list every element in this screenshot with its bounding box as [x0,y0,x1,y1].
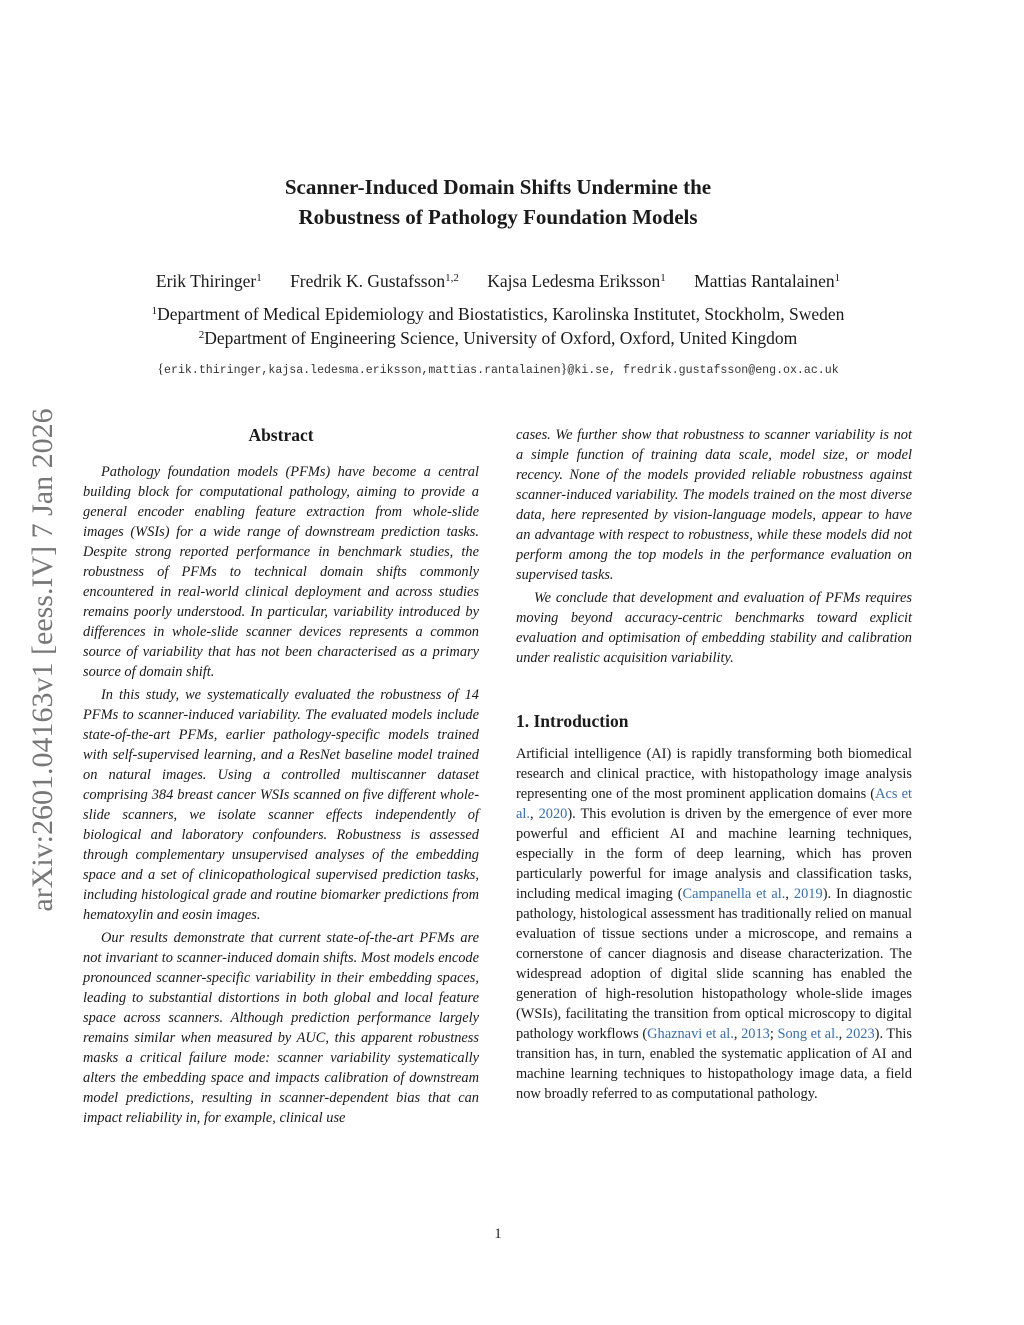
author: Fredrik K. Gustafsson$^{1,2}$ [290,271,459,291]
body-paragraph: Artificial intelligence (AI) is rapidly transforming both biomedical research and clinical practice, with histopathology image analysis representing one of the most prominent application domains (Acs et al., 2020). This evolution is driven by the emergence of ever more powerful and efficient AI and machine learning techniques, especially in the form of deep learning, which has proven particularly powerful for image analysis and classification tasks, including medical imaging (Campanella et al., 2019). In diagnostic pathology, histological assessment has traditionally relied on manual evaluation of tissue sections under a microscope, and remains a cornerstone of cancer diagnosis and disease characterization. The widespread adoption of digital slide scanning has enabled the generation of high-resolution histopathology whole-slide images (WSIs), facilitating the transition from optical microscopy to digital pathology workflows (Ghaznavi et al., 2013; Song et al., 2023). This transition has, in turn, enabled the systematic application of AI and machine learning techniques to histopathology image data, a field now broadly referred to as computational pathology. [516,746,912,1102]
affiliations [60,302,936,350]
paper-title [160,172,836,232]
citation-link[interactable]: Ghaznavi et al. [647,1026,734,1042]
citation-link[interactable]: Campanella et al. [682,886,786,902]
abstract-paragraph: Pathology foundation models (PFMs) have become a central building block for computational pathology, aiming to provide a general encoder enabling feature extraction from whole-slide images (WSIs) for a wide range of downstream prediction tasks. Despite strong reported performance in benchmark studies, the robustness of PFMs to technical domain shifts commonly encountered in real-world clinical deployment and across studies remains poorly understood. In particular, variability introduced by differences in whole-slide scanner devices represents a common source of variability that has not been characterised as a primary source of domain shift. [83,464,479,680]
page-number: 1 [494,1226,502,1242]
abstract-paragraph: Our results demonstrate that current state-of-the-art PFMs are not invariant to scanner-induced domain shifts. Most models encode pronounced scanner-specific variability in their embedding spaces, leading to substantial distortions in both global and local feature space across scanners. Although prediction performance largely remains similar when measured by AUC, this apparent robustness masks a critical failure mode: scanner variability systematically alters the embedding space and impacts calibration of downstream model predictions, resulting in scanner-dependent bias that can impact reliability in, for example, clinical use [83,930,479,1126]
abstract-body [83,462,479,1128]
citation-link[interactable]: 2019 [793,886,823,902]
title-line-2: Robustness of Pathology Foundation Models [298,205,698,229]
citation-link[interactable]: 2013 [741,1026,770,1042]
abstract-continued [516,425,912,668]
author: Mattias Rantalainen$^1$ [694,271,841,291]
affiliation: $^2$Department of Engineering Science, University of Oxford, Oxford, United Kingdom [198,328,798,348]
title-line-1: Scanner-Induced Domain Shifts Undermine the [284,175,712,199]
arxiv-stamp: arXiv:2601.04163v1 [eess.IV] 7 Jan 2026 [26,408,59,912]
introduction-body [516,744,912,1104]
citation-link[interactable]: 2020 [538,806,568,822]
author: Erik Thiringer$^1$ [155,271,262,291]
citation-link[interactable]: Song et al. [777,1026,839,1042]
author: Kajsa Ledesma Eriksson$^1$ [487,271,666,291]
abstract-paragraph: cases. We further show that robustness to scanner variability is not a simple function of training data scale, model size, or model recency. None of the models provided reliable robustness against scanner-induced variability. The models trained on the most diverse data, here represented by vision-language models, appear to have an advantage with respect to robustness, while these models did not perform among the top models in the performance evaluation on supervised tasks. [516,427,912,583]
section-heading-introduction: 1. Introduction [516,711,629,731]
affiliation: $^1$Department of Medical Epidemiology and Biostatistics, Karolinska Institutet, Stockholm, Sweden [151,304,845,324]
left-column [83,422,479,1128]
author-emails[interactable]: {erik.thiringer,kajsa.ledesma.eriksson,mattias.rantalainen}@ki.se, fredrik.gustafsson@eng.ox.ac.uk [157,362,839,377]
abstract-paragraph: In this study, we systematically evaluated the robustness of 14 PFMs to scanner-induced variability. The evaluated models include state-of-the-art PFMs, earlier pathology-specific models trained with self-supervised learning, and a ResNet baseline model trained on natural images. Using a controlled multiscanner dataset comprising 384 breast cancer WSIs scanned on five different whole-slide scanners, we isolate scanner effects independently of biological and laboratory confounders. Robustness is assessed through complementary unsupervised analyses of the embedding space and a set of clinicopathological supervised prediction tasks, including histological grade and routine biomarker predictions from hematoxylin and eosin images. [83,687,479,923]
abstract-paragraph: We conclude that development and evaluation of PFMs requires moving beyond accuracy-centric benchmarks toward explicit evaluation and optimisation of embedding stability and calibration under realistic acquisition variability. [516,590,912,666]
abstract-heading: Abstract [248,425,314,445]
right-column [516,425,912,1104]
citation-link[interactable]: 2023 [845,1026,875,1042]
author-list [60,268,936,294]
citation-link[interactable]: Acs et al. [516,786,912,822]
